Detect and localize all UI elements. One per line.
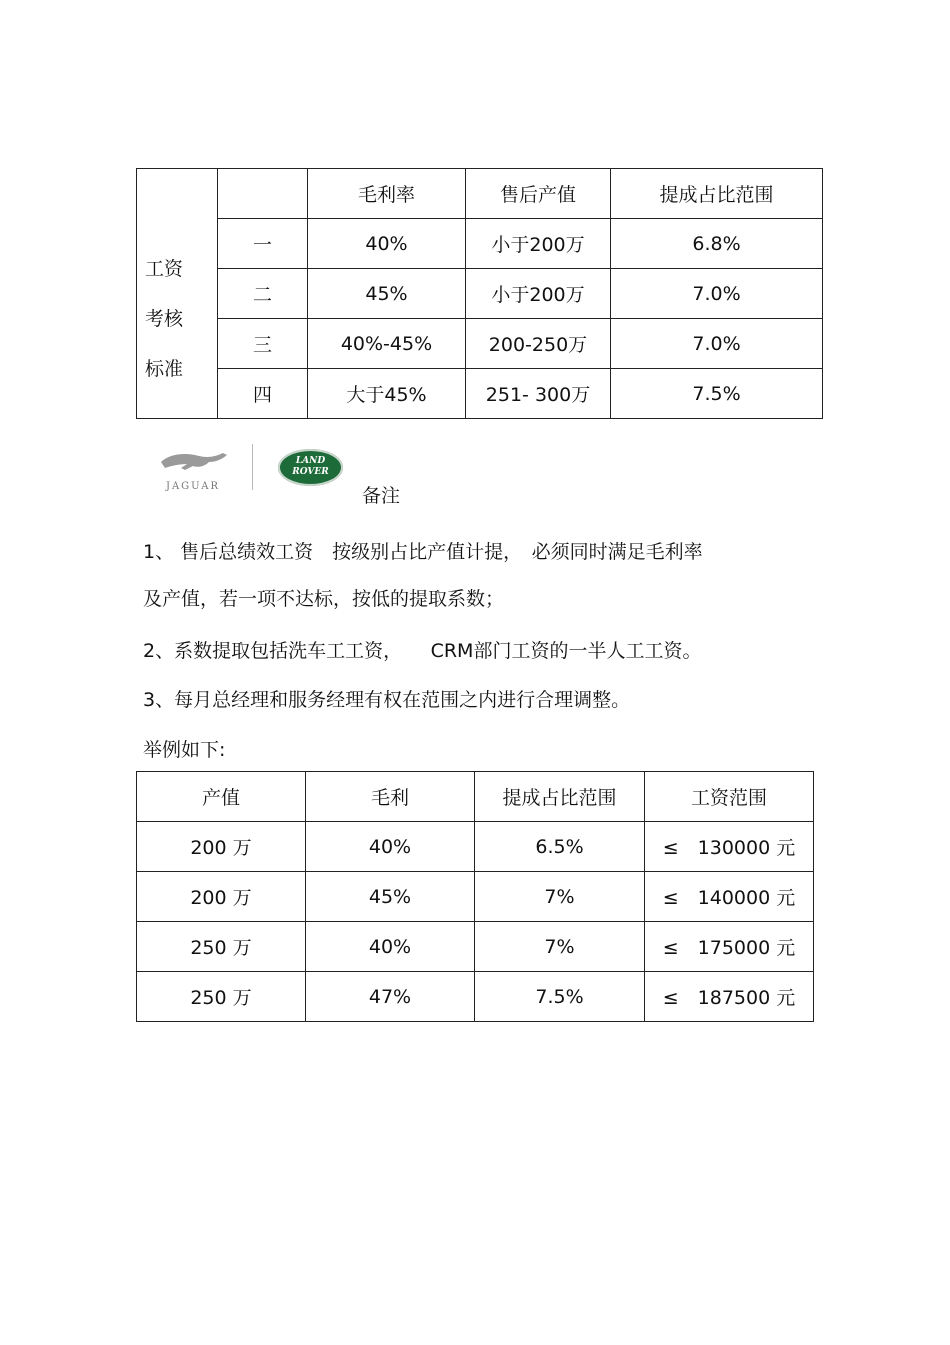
salary-range-cell: ≤ 175000 元 (645, 922, 814, 972)
header-cell: 提成占比范围 (475, 772, 645, 822)
header-cell: 提成占比范围 (611, 169, 823, 219)
output-cell: 250 万 (137, 972, 306, 1022)
output-cell: 250 万 (137, 922, 306, 972)
header-cell: 毛利 (306, 772, 475, 822)
margin-cell: 40%-45% (308, 319, 466, 369)
margin-cell: 大于45% (308, 369, 466, 419)
ratio-cell: 7% (475, 872, 645, 922)
note-item-1-line-1: 1、 售后总绩效工资 按级别占比产值计提， 必须同时满足毛利率 (143, 541, 703, 563)
table-row (137, 922, 814, 972)
notes-heading: 备注 (362, 485, 401, 507)
jaguar-wordmark: JAGUAR (165, 481, 221, 492)
ratio-cell: 7.0% (611, 269, 823, 319)
margin-cell: 40% (306, 822, 475, 872)
ratio-cell: 6.8% (611, 219, 823, 269)
ratio-cell: 7.5% (611, 369, 823, 419)
table-header-row (137, 772, 814, 822)
assessment-standard-table (136, 168, 823, 419)
margin-cell: 47% (306, 972, 475, 1022)
note-item-2: 2、系数提取包括洗车工工资， CRM部门工资的一半人工工资。 (143, 640, 702, 662)
header-cell (218, 169, 308, 219)
side-label-cell (137, 169, 218, 419)
side-label-line: 工资 (145, 257, 184, 280)
header-cell: 工资范围 (645, 772, 814, 822)
table-row (137, 972, 814, 1022)
output-cell: 小于200万 (466, 269, 611, 319)
table-row (137, 269, 823, 319)
jaguar-logo (155, 448, 231, 490)
table-row (137, 872, 814, 922)
table-row (137, 369, 823, 419)
example-label: 举例如下: (143, 739, 226, 761)
header-cell: 售后产值 (466, 169, 611, 219)
output-cell: 200 万 (137, 872, 306, 922)
example-table (136, 771, 814, 1022)
output-cell: 200 万 (137, 822, 306, 872)
salary-range-cell: ≤ 130000 元 (645, 822, 814, 872)
margin-cell: 45% (308, 269, 466, 319)
margin-cell: 45% (306, 872, 475, 922)
side-label-line: 考核 (145, 307, 184, 330)
side-label-line: 标准 (145, 357, 184, 380)
salary-range-cell: ≤ 187500 元 (645, 972, 814, 1022)
table-row (137, 319, 823, 369)
jaguar-leaper-icon (155, 448, 231, 474)
margin-cell: 40% (306, 922, 475, 972)
output-cell: 251- 300万 (466, 369, 611, 419)
table-header-row (137, 169, 823, 219)
output-cell: 200-250万 (466, 319, 611, 369)
margin-cell: 40% (308, 219, 466, 269)
note-item-1-line-2: 及产值，若一项不达标，按低的提取系数； (143, 588, 505, 610)
landrover-line2: ROVER (292, 467, 329, 477)
ratio-cell: 6.5% (475, 822, 645, 872)
ratio-cell: 7.5% (475, 972, 645, 1022)
ratio-cell: 7% (475, 922, 645, 972)
output-cell: 小于200万 (466, 219, 611, 269)
landrover-logo (278, 449, 343, 486)
table-row (137, 822, 814, 872)
level-cell: 二 (218, 269, 308, 319)
level-cell: 一 (218, 219, 308, 269)
header-cell: 毛利率 (308, 169, 466, 219)
header-cell: 产值 (137, 772, 306, 822)
salary-range-cell: ≤ 140000 元 (645, 872, 814, 922)
logo-divider (252, 444, 253, 490)
level-cell: 三 (218, 319, 308, 369)
ratio-cell: 7.0% (611, 319, 823, 369)
landrover-line1: LAND (295, 456, 326, 466)
table-row (137, 219, 823, 269)
note-item-3: 3、每月总经理和服务经理有权在范围之内进行合理调整。 (143, 689, 631, 711)
level-cell: 四 (218, 369, 308, 419)
